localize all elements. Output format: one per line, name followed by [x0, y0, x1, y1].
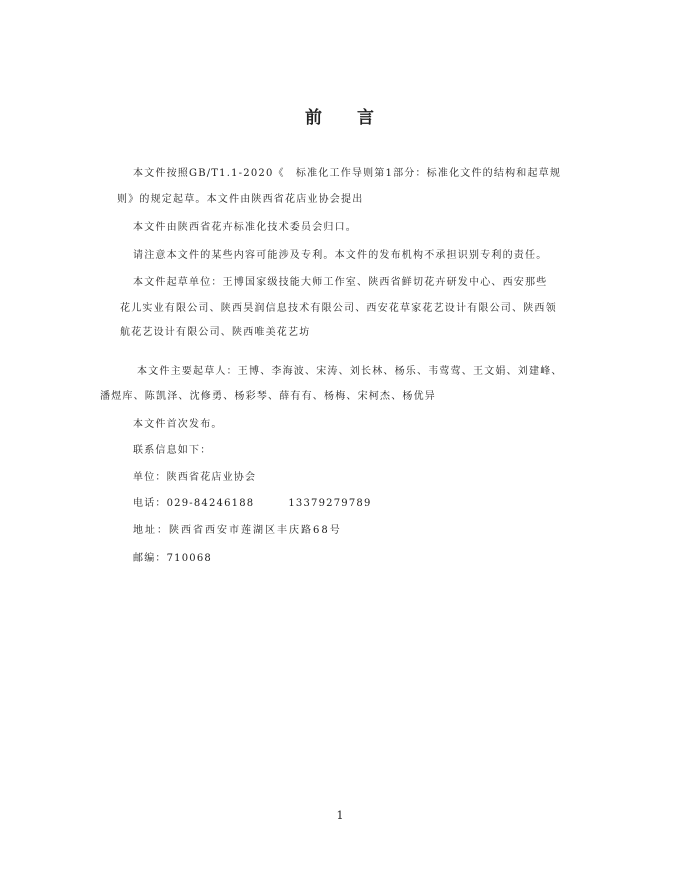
- drafting-units-line-3: 航花艺设计有限公司、陕西唯美花艺坊: [120, 327, 311, 338]
- contact-intro: 联系信息如下：: [133, 445, 212, 456]
- contact-phone: [133, 497, 372, 511]
- contact-address: 地址：陕西省西安市莲湖区丰庆路68号: [133, 525, 342, 536]
- phone-landline: 电话：029-84246188: [133, 498, 255, 509]
- main-drafters-line-1: 本文件主要起草人：王博、李海波、宋涛、刘长林、杨乐、韦莺莺、王文娟、刘建峰、: [137, 366, 563, 377]
- contact-postcode: 邮编：710068: [133, 553, 212, 564]
- drafting-units-line-1: 本文件起草单位：王博国家级技能大师工作室、陕西省鲜切花卉研发中心、西安那些: [133, 277, 548, 288]
- first-release-text: 本文件首次发布。: [133, 419, 223, 430]
- paragraph-patent-notice: 请注意本文件的某些内容可能涉及专利。本文件的发布机构不承担识别专利的责任。: [133, 250, 548, 261]
- title-char-1: 前: [305, 108, 323, 128]
- title-char-2: 言: [357, 108, 375, 128]
- paragraph-standard-line-1: 本文件按照GB/T1.1-2020《 标准化工作导则第1部分：标准化文件的结构和起草规: [133, 168, 562, 179]
- page-number: 1: [336, 809, 344, 822]
- drafting-units-line-2: 花儿实业有限公司、陕西昊润信息技术有限公司、西安花草家花艺设计有限公司、陕西领: [120, 303, 557, 314]
- page-title: [0, 103, 680, 128]
- paragraph-committee: 本文件由陕西省花卉标准化技术委员会归口。: [133, 222, 357, 233]
- contact-unit: 单位：陕西省花店业协会: [133, 472, 257, 483]
- main-drafters-line-2: 潘煜库、陈凯泽、沈修勇、杨彩琴、薛有有、杨梅、宋柯杰、杨优异: [100, 391, 436, 402]
- phone-mobile: 13379279789: [288, 498, 372, 509]
- paragraph-standard-line-2: 则》的规定起草。本文件由陕西省花店业协会提出: [117, 194, 364, 205]
